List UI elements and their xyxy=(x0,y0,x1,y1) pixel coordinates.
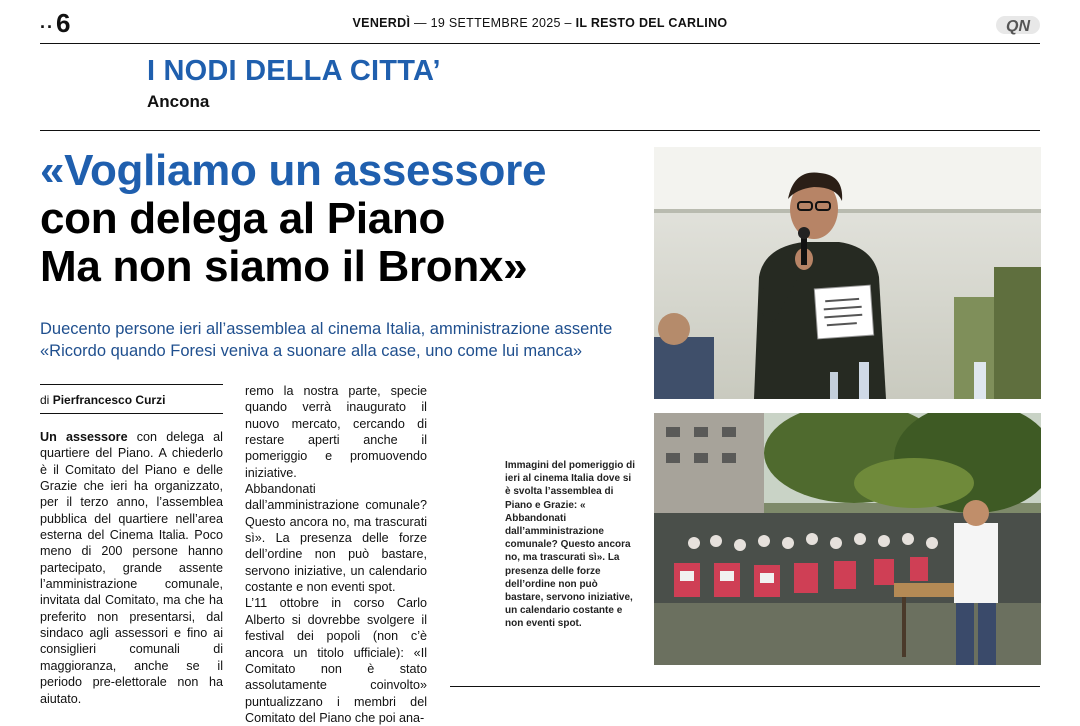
masthead-date: 19 SETTEMBRE 2025 xyxy=(430,16,561,30)
subheadline-line-1: Duecento persone ieri all’assemblea al cinema Italia, amministrazione assente xyxy=(40,320,613,338)
photo-caption: Immagini del pomeriggio di ieri al cinema Italia dove si è svolta l’assemblea di Piano e Grazie: « Abbandonati dall’amministrazione comunale? Questo ancora no, ma trascurati sì». La presenza delle forze dell’ordine non può bastare, servono iniziative, un calendario costante e non eventi spot. xyxy=(505,460,636,630)
headline-line-1: «Vogliamo un assessore xyxy=(40,146,547,195)
photo-crowd xyxy=(654,413,1041,665)
photo-speaker-image xyxy=(654,147,1041,399)
qn-logo-icon xyxy=(996,14,1040,36)
section-rule xyxy=(40,130,1040,131)
caption-rule xyxy=(450,686,1040,687)
article-col2-paragraph-2: Abbandonati dall’amministrazione comunale? Questo ancora no, ma trascurati sì». La presenza delle forze dell’ordine non può bastare, servono iniziative, un calendario costante e non eventi spot. xyxy=(245,482,427,595)
article-column-1 xyxy=(40,429,223,707)
headline xyxy=(40,147,546,291)
logo-text: QN xyxy=(1006,18,1030,35)
article-column-2 xyxy=(245,383,427,726)
byline-author: Pierfrancesco Curzi xyxy=(52,393,166,407)
headline-line-3: Ma non siamo il Bronx» xyxy=(40,242,528,291)
masthead-separator-2: – xyxy=(564,16,572,30)
masthead-separator: — xyxy=(414,16,427,30)
subheadline xyxy=(40,318,612,362)
article-col2-paragraph-3: L’11 ottobre in corso Carlo Alberto si dovrebbe svolgere il festival dei popoli (non c’è ancora un titolo ufficiale): «Il Comitato non è stato assolutamente coinvolto» puntualizzano i membri del Comitato del Piano che poi ana- xyxy=(245,596,427,725)
header-rule xyxy=(40,43,1040,44)
page-dots: .. xyxy=(40,12,55,32)
headline-line-2: con delega al Piano xyxy=(40,194,446,243)
photo-crowd-image xyxy=(654,413,1041,665)
article-lead: Un assessore xyxy=(40,430,128,444)
byline-prefix: di xyxy=(40,393,50,407)
masthead-day: VENERDÌ xyxy=(352,16,411,30)
section-title: I NODI DELLA CITTA’ xyxy=(147,55,441,87)
photo-speaker xyxy=(654,147,1041,399)
article-col1-text: con delega al quartiere del Piano. A chiederlo è il Comitato del Piano e delle Grazie che ieri ha organizzato, per il terzo anno, l’assemblea pubblica del quartiere nell’area esterna del Cinema Italia. Poco meno di 200 persone hanno partecipato, grande assente l’amministrazione comunale, invitata dal Comitato, ma che ha preferito non presentarsi, dal sindaco agli assessori e fino ai consiglieri comunali di maggioranza, anche se il periodo pre-elettorale non ha aiutato. xyxy=(40,430,223,706)
page-number-value: 6 xyxy=(56,8,72,38)
byline xyxy=(40,384,223,414)
article-col2-paragraph-1: remo la nostra parte, specie quando verrà inaugurato il nuovo mercato, cercando di restare aperti anche il pomeriggio e promuovendo iniziative. xyxy=(245,384,427,480)
masthead-line xyxy=(0,16,1080,30)
section-city: Ancona xyxy=(147,92,210,111)
masthead-paper: IL RESTO DEL CARLINO xyxy=(575,16,728,30)
subheadline-line-2: «Ricordo quando Foresi veniva a suonare alla case, uno come lui manca» xyxy=(40,342,583,360)
